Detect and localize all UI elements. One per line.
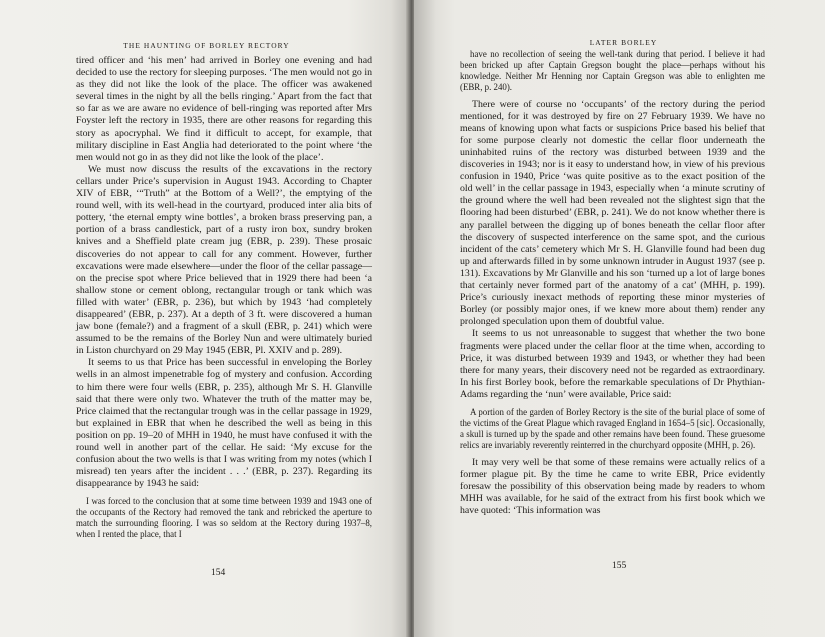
paragraph: tired officer and ‘his men’ had arrived in Borley one evening and had decided to use the rectory for sleeping purposes. ‘The men would not go in as they did not like the look of the place. The officer was awakened several times in the night by all the bells ringing.’ Apart from the fact that so far as we are aware no evidence of bell-ringing was reported after Mrs Foyster left the rectory in 1935, there are other reasons for regarding this story as apocryphal. We find it difficult to accept, for example, that military discipline in East Anglia had deteriorated to the point where ‘the men would not go in as they did not like the look of the place’. (76, 55, 372, 163)
paragraph: It seems to us that Price has been successful in enveloping the Borley wells in an almost impenetrable fog of mystery and confusion. According to him there were four wells (EBR, p. 235), although Mr S. H. Glanville said that there were only two. Whatever the truth of the matter may be, Price claimed that the rectangular trough was in the cellar passage in 1929, but explained in EBR that when he described the well as being in this position on pp. 19–20 of MHH in 1940, he must have confused it with the round well in another part of the cellar. He said: ‘My excuse for the confusion about the two wells is that I was writing from my notes (which I misread) ten years after the incident . . .’ (EBR, p. 237). Regarding its disappearance by 1943 he said: (76, 357, 372, 490)
paragraph: It seems to us not unreasonable to suggest that whether the two bone fragments were placed under the cellar floor at the time when, according to Price, it was disturbed between 1939 and 1943, or whether they had been there for many years, their discovery need not be regarded as extraordinary. In his first Borley book, before the remarkable speculations of Dr Phythian-Adams regarding the ‘nun’ were available, Price said: (460, 328, 765, 400)
left-page (0, 0, 409, 637)
paragraph: We must now discuss the results of the excavations in the rectory cellars under Price’s supervision in August 1943. According to Chapter XIV of EBR, ‘“Truth” at the Bottom of a Well?’, the emptying of the round well, with its well-head in the courtyard, produced inter alia bits of pottery, ‘the eternal empty wine bottles’, a broken brass preserving pan, a portion of a brass candlestick, part of a rusty iron box, sundry broken knives and a Sheffield plate cream jug (EBR, p. 239). These prosaic discoveries do not appear to call for any comment. However, further excavations were made elsewhere—under the floor of the cellar passage—on the precise spot where Price believed that in 1929 there had been ‘a shallow stone or cement oblong, rectangular trough or tank which was filled with water’ (EBR, p. 236), but which by 1943 ‘had completely disappeared’ (EBR, p. 237). At a depth of 3 ft. were discovered a human jaw bone (female?) and a fragment of a skull (EBR, p. 241) which were assumed to be the remains of the Borley Nun and were ultimately buried in Liston churchyard on 29 May 1945 (EBR, Pl. XXIV and p. 289). (76, 163, 372, 357)
page-number-left: 154 (211, 568, 226, 578)
right-page (414, 0, 825, 637)
block-quote: A portion of the garden of Borley Rectory is the site of the burial place of some of the victims of the Great Plague which ravaged England in 1654–5 [sic]. Occasionally, a skull is turned up by the spade and other remains have been found. These gruesome relics are invariably reverently reinterred in the churchyard opposite (MHH, p. 26). (460, 406, 765, 450)
paragraph: It may very well be that some of these remains were actually relics of a former plague pit. By the time he came to write EBR, Price evidently foresaw the possibility of this observation being made by readers to whom MHH was available, for he said of the extract from his first book which we have quoted: ‘This information was (460, 456, 765, 516)
right-page-body (460, 49, 765, 517)
paragraph: There were of course no ‘occupants’ of the rectory during the period mentioned, for it was destroyed by fire on 27 February 1939. We have no means of knowing upon what facts or suspicions Price based his belief that for some purpose clearly not domestic the cellar floor underneath the uninhabited ruins of the rectory was disturbed between 1939 and the discoveries in 1943; nor is it easy to understand how, in view of his previous confusion in 1940, Price ‘was quite positive as to the exact position of the old well’ in the cellar passage in 1943, especially when ‘a minute scrutiny of the ground where the well had been revealed not the slightest sign that the flooring had been disturbed’ (EBR, p. 241). We do not know whether there is any parallel between the digging up of bones beneath the cellar floor after the discovery of suspected interference on the same spot, and the curious incident of the cats’ cemetery which Mr S. H. Glanville found had been dug up and afterwards filled in by some unknown intruder in August 1937 (see p. 131). Excavations by Mr Glanville and his son ‘turned up a lot of large bones that certainly never formed part of the anatomy of a cat’ (MHH, p. 199). Price’s curiously inexact methods of reporting these minor mysteries of Borley (or possibly major ones, if we knew more about them) render any prolonged speculation upon them of doubtful value. (460, 98, 765, 328)
block-quote: have no recollection of seeing the well-tank during that period. I believe it had been bricked up after Captain Gregson bought the place—perhaps without his knowledge. Neither Mr Henning nor Captain Gregson was able to enlighten me (EBR, p. 240). (460, 49, 765, 92)
running-head-left: THE HAUNTING OF BORLEY RECTORY (123, 41, 290, 50)
block-quote: I was forced to the conclusion that at some time between 1939 and 1943 one of the occupants of the Rectory had removed the tank and rebricked the aperture to match the surrounding flooring. I was so seldom at the Rectory during 1937–8, when I rented the place, that I (76, 496, 372, 540)
left-page-body (76, 55, 372, 546)
page-number-right: 155 (612, 561, 627, 571)
gutter-shadow (414, 0, 436, 637)
running-head-right: LATER BORLEY (589, 38, 658, 47)
